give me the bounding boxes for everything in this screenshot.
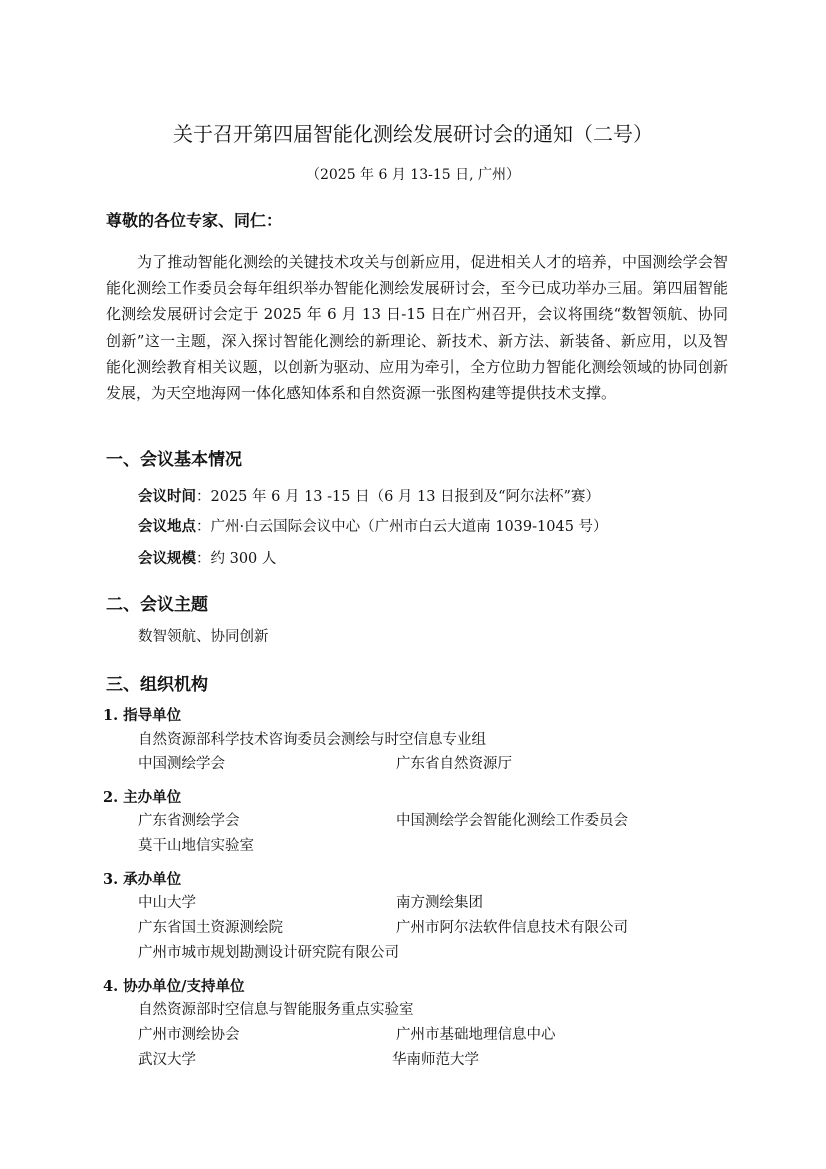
host-units-heading: 2. 主办单位 (103, 789, 182, 806)
support-unit: 广州市基础地理信息中心 (396, 1027, 556, 1043)
section-heading-basic-info: 一、会议基本情况 (106, 450, 242, 470)
salutation: 尊敬的各位专家、同仁： (106, 211, 283, 230)
organizer-unit: 南方测绘集团 (396, 895, 483, 911)
meeting-place-line (138, 515, 608, 536)
meeting-place-label: 会议地点 (138, 519, 196, 535)
support-unit: 广州市测绘协会 (138, 1027, 240, 1043)
meeting-scale-value: ：约 300 人 (196, 551, 277, 567)
organizer-unit: 中山大学 (138, 895, 196, 911)
section-heading-theme: 二、会议主题 (106, 595, 208, 615)
organizer-unit: 广州市阿尔法软件信息技术有限公司 (396, 920, 628, 936)
guide-unit: 自然资源部科学技术咨询委员会测绘与时空信息专业组 (138, 732, 486, 748)
meeting-scale-line (138, 547, 276, 568)
support-units-heading: 4. 协办单位/支持单位 (103, 978, 245, 995)
guide-unit: 广东省自然资源厅 (396, 756, 512, 772)
meeting-time-value: ：2025 年 6 月 13 -15 日（6 月 13 日报到及“阿尔法杯”赛） (196, 489, 600, 505)
host-unit: 广东省测绘学会 (138, 813, 240, 829)
host-unit: 莫干山地信实验室 (138, 838, 254, 854)
meeting-place-value: ：广州·白云国际会议中心（广州市白云大道南 1039-1045 号） (196, 519, 608, 535)
meeting-theme: 数智领航、协同创新 (138, 629, 269, 645)
support-unit: 华南师范大学 (392, 1052, 479, 1068)
meeting-scale-label: 会议规模 (138, 551, 196, 567)
document-title: 关于召开第四届智能化测绘发展研讨会的通知（二号） (173, 122, 653, 146)
host-unit: 中国测绘学会智能化测绘工作委员会 (396, 813, 628, 829)
guide-unit: 中国测绘学会 (138, 756, 225, 772)
support-unit: 自然资源部时空信息与智能服务重点实验室 (138, 1002, 414, 1018)
document-subtitle: （2025 年 6 月 13-15 日, 广州） (305, 167, 521, 183)
intro-paragraph: 为了推动智能化测绘的关键技术攻关与创新应用，促进相关人才的培养，中国测绘学会智能化测绘工作委员会每年组织举办智能化测绘发展研讨会，至今已成功举办三届。第四届智能化测绘发展研讨会定于 2025 年 6 月 13 日-15 日在广州召开，会议将围绕“数智领航、协同创新”这一主题，深入探讨智能化测绘的新理论、新技术、新方法、新装备、新应用，以及智能化测绘教育相关议题，以创新为驱动、应用为牵引，全方位助力智能化测绘领域的协同创新发展，为天空地海网一体化感知体系和自然资源一张图构建等提供技术支撑。 (106, 253, 728, 403)
meeting-time-label: 会议时间 (138, 489, 196, 505)
support-unit: 武汉大学 (138, 1052, 196, 1068)
guide-units-heading: 1. 指导单位 (103, 707, 182, 724)
organizer-unit: 广东省国土资源测绘院 (138, 920, 283, 936)
organizer-unit: 广州市城市规划勘测设计研究院有限公司 (138, 945, 399, 961)
meeting-time-line (138, 485, 600, 506)
section-heading-organization: 三、组织机构 (106, 675, 208, 695)
organizer-units-heading: 3. 承办单位 (103, 871, 182, 888)
